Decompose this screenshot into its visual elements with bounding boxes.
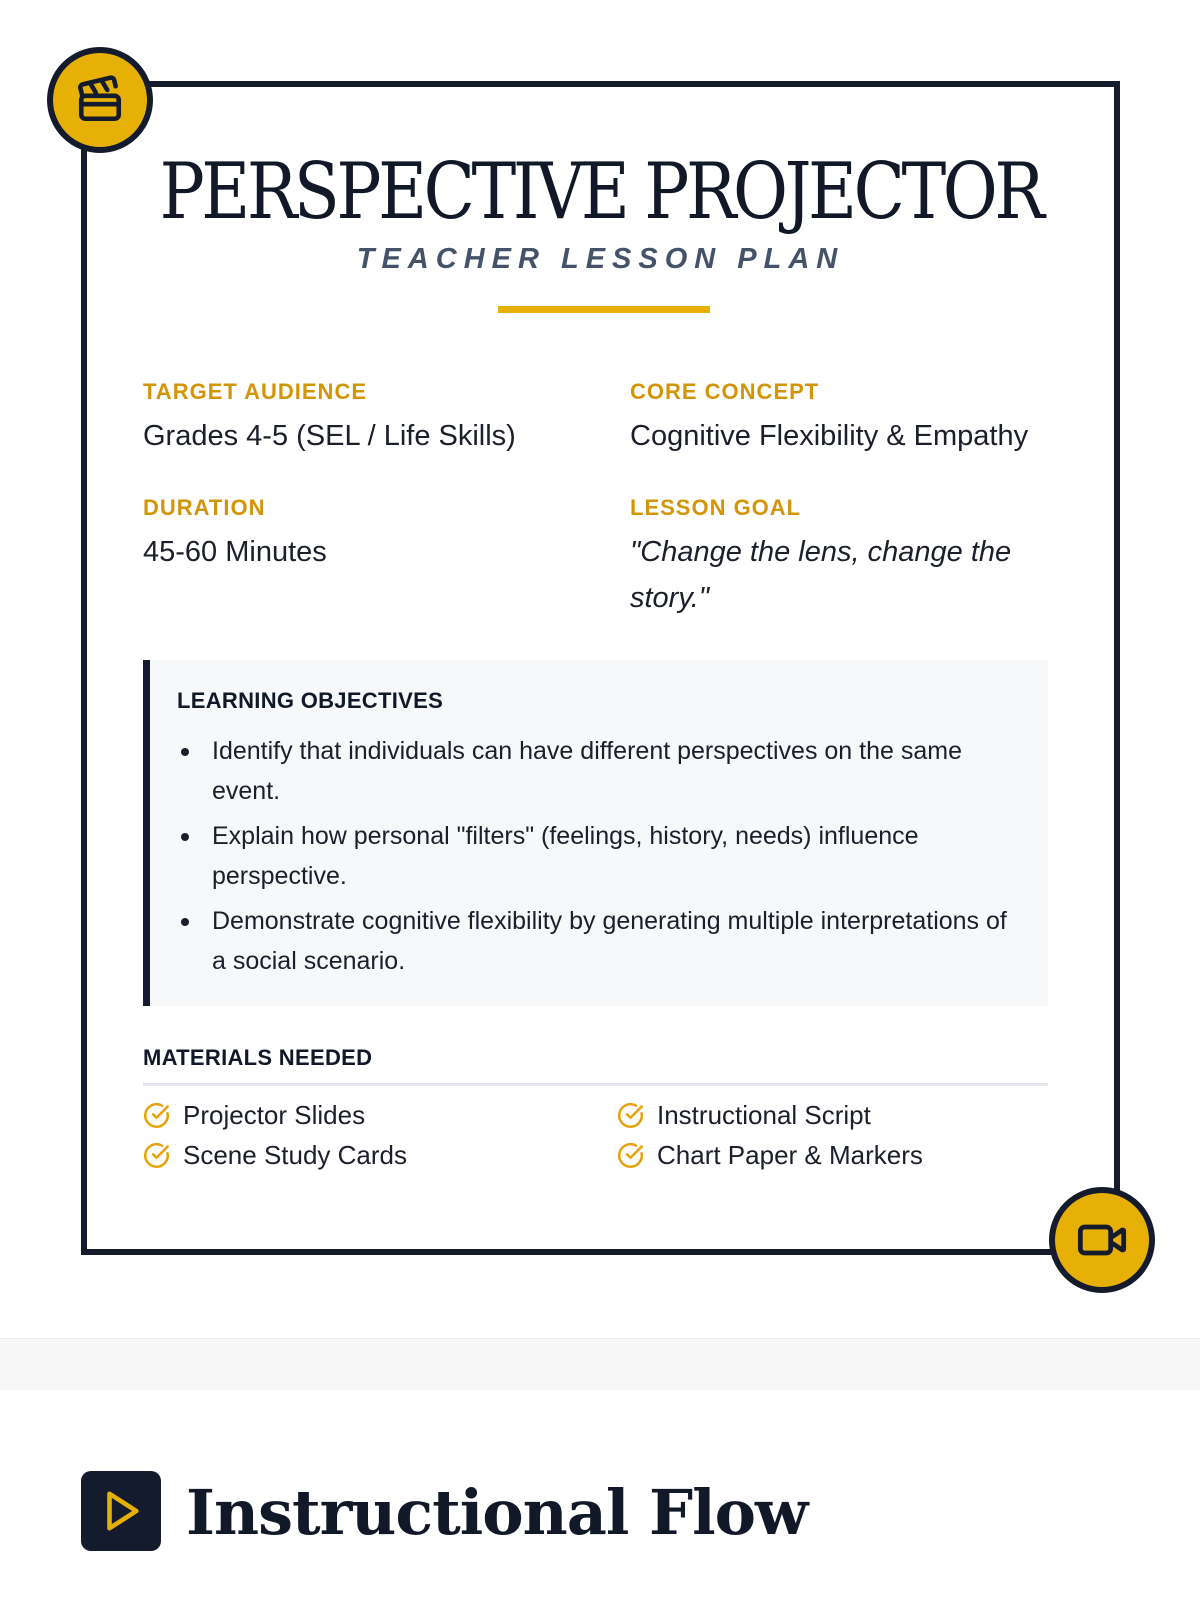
target-audience-label: TARGET AUDIENCE [143,379,367,404]
check-circle-icon [143,1102,170,1129]
material-item [617,1138,1048,1172]
duration-value: 45-60 Minutes [143,536,327,568]
lesson-goal-label: LESSON GOAL [630,495,802,520]
objectives-list [177,731,1014,981]
clapperboard-icon [75,75,125,125]
material-label: Chart Paper & Markers [657,1139,923,1170]
material-item [143,1138,617,1172]
material-label: Scene Study Cards [183,1139,408,1170]
materials-section [143,1045,1048,1172]
video-camera-badge [1049,1187,1155,1293]
core-concept-label: CORE CONCEPT [630,379,820,404]
duration-label: DURATION [143,495,266,520]
target-audience-block [143,379,630,459]
check-circle-icon [617,1102,644,1129]
lesson-info-grid [143,379,1063,621]
flow-section-icon [81,1471,161,1551]
learning-objectives-panel [143,660,1048,1006]
core-concept-value: Cognitive Flexibility & Empathy [630,420,1029,452]
lesson-plan-card [81,81,1120,1255]
learning-objectives-heading: LEARNING OBJECTIVES [177,688,444,713]
core-concept-block [630,379,1050,459]
target-audience-value: Grades 4-5 (SEL / Life Skills) [143,420,516,452]
check-circle-icon [617,1142,644,1169]
instructional-flow-heading: Instructional Flow [186,1476,808,1549]
objective-item: Explain how personal "filters" (feelings, history, needs) influence perspective. [177,816,1014,896]
title-divider [498,306,710,313]
objective-item: Demonstrate cognitive flexibility by generating multiple interpretations of a social scenario. [177,901,1014,981]
page-title: PERSPECTIVE PROJECTOR [159,147,1042,237]
clapperboard-badge [47,47,153,153]
material-item [617,1098,1048,1132]
video-camera-icon [1076,1214,1128,1266]
play-icon [98,1488,144,1534]
materials-divider [143,1083,1048,1086]
material-label: Projector Slides [183,1099,366,1130]
page-subtitle: TEACHER LESSON PLAN [356,243,845,275]
section-separator-band [0,1338,1200,1390]
materials-heading: MATERIALS NEEDED [143,1045,373,1070]
duration-block [143,495,630,621]
objective-item: Identify that individuals can have different perspectives on the same event. [177,731,1014,811]
check-circle-icon [143,1142,170,1169]
lesson-goal-value: "Change the lens, change the story." [630,536,1012,614]
materials-list [143,1098,1048,1172]
lesson-goal-block [630,495,1050,621]
material-label: Instructional Script [657,1099,871,1130]
material-item [143,1098,617,1132]
